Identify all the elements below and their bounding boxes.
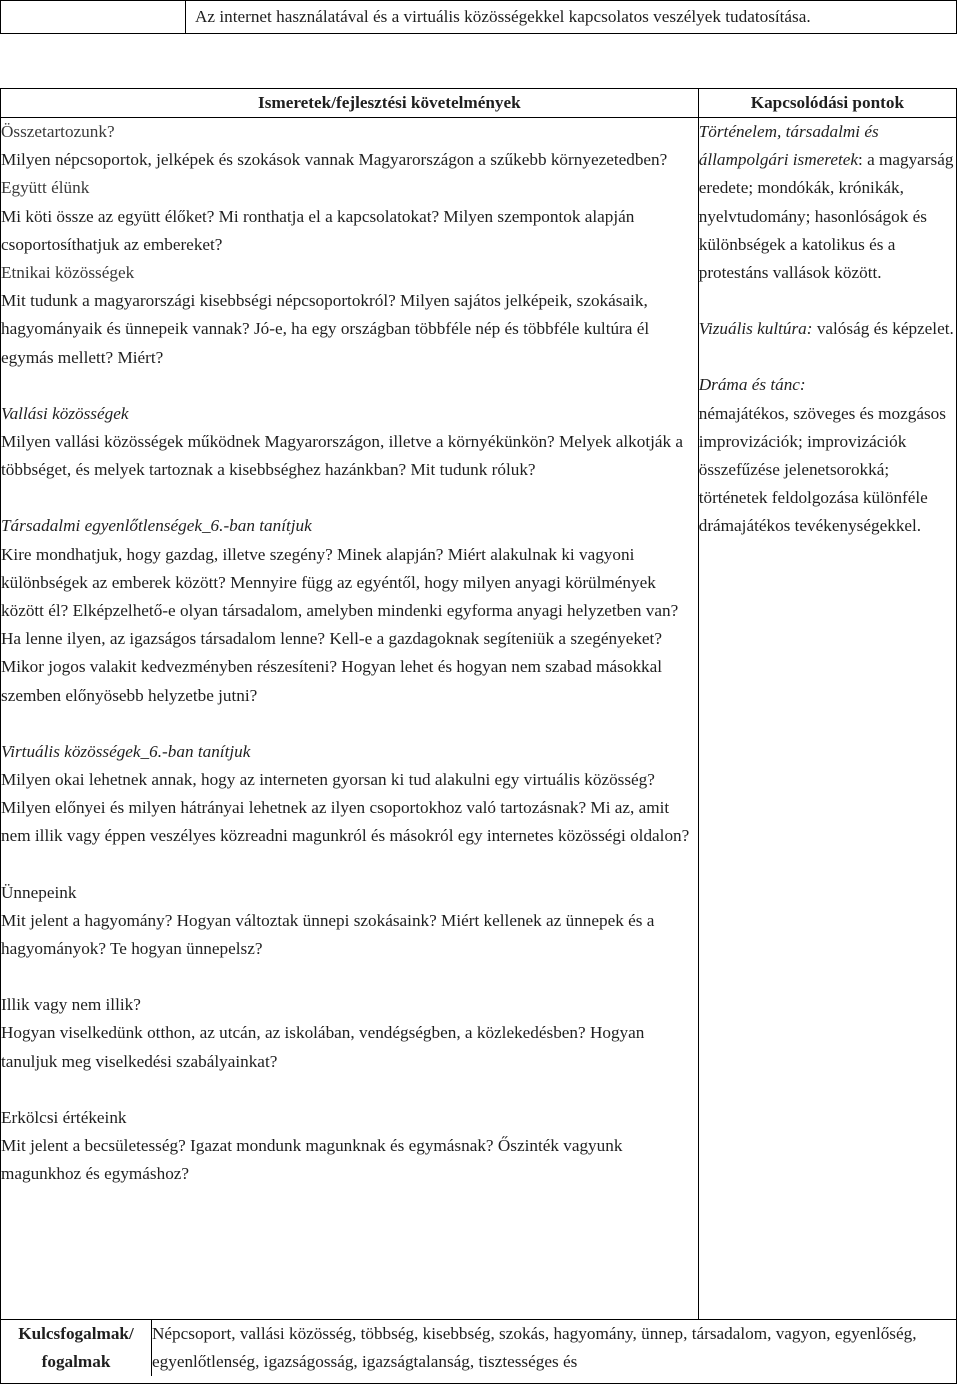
connection-history xyxy=(699,118,956,287)
section-heading: Virtuális közösségek_6.-ban tanítjuk xyxy=(1,741,251,761)
section-social-inequalities xyxy=(1,512,698,709)
section-heading: Vallási közösségek xyxy=(1,403,129,423)
section-virtual-communities xyxy=(1,738,698,851)
connection-text: némajátékos, szöveges és mozgásos improvizációk; improvizációk összefűzése jelenetsorokká; történetek feldolgozása különféle drámajátékos tevékenységekkel. xyxy=(698,403,946,536)
document-title: Az internet használatával és a virtuális közösségekkel kapcsolatos veszélyek tudatosítása. xyxy=(186,1,957,34)
section-text: Kire mondhatjuk, hogy gazdag, illetve szegény? Minek alapján? Miért alakulnak ki vagyoni különbségek az emberek között? Mennyire függ az egyéntől, hogy milyen anyagi körülmények között él? Elképzelhető-e olyan társadalom, amelyben mindenki egyforma anyagi helyzetben van? Ha lenne ilyen, az igazságos társadalom lenne? Kell-e a gazdagoknak segíteniük a szegényeket? Mikor jogos valakit kedvezményben részesíteni? Hogyan lehet és hogyan nem szabad másokkal szemben előnyösebb helyzetbe jutni? xyxy=(1,544,679,705)
connections-cell xyxy=(698,118,956,1320)
section-heading: Ünnepeink xyxy=(1,882,77,902)
section-text: Milyen népcsoportok, jelképek és szokások vannak Magyarországon a szűkebb környezetedben? xyxy=(1,150,668,170)
connection-drama xyxy=(699,371,956,540)
key-label-line1: Kulcsfogalmak/ xyxy=(18,1324,134,1344)
column-header-connections: Kapcsolódási pontok xyxy=(698,89,956,118)
section-text: Milyen vallási közösségek működnek Magyarországon, illetve a környékünkön? Melyek alkotják a többséget, és melyek tartoznak a kisebbséghez hazánkban? Mit tudunk róluk? xyxy=(1,432,684,480)
requirements-cell xyxy=(1,118,699,1320)
requirements-table xyxy=(0,88,957,1384)
section-heading: Együtt élünk xyxy=(1,178,90,198)
connection-subject: Dráma és tánc: xyxy=(698,375,806,395)
section-text: Hogyan viselkedünk otthon, az utcán, az iskolában, vendégségben, a közlekedésben? Hogyan tanuljuk meg viselkedési szabályainkat? xyxy=(1,1023,645,1071)
section-heading: Társadalmi egyenlőtlenségek_6.-ban tanítjuk xyxy=(1,516,312,536)
section-text: Mit jelent a hagyomány? Hogyan változtak ünnepi szokásaink? Miért kellenek az ünnepek és a hagyományok? Te hogyan ünnepelsz? xyxy=(1,910,655,959)
connection-subject: Történelem, társadalmi és állampolgári ismeretek xyxy=(698,122,879,170)
key-concepts-table xyxy=(1,1320,956,1376)
title-spacer-cell xyxy=(1,1,186,34)
column-header-requirements: Ismeretek/fejlesztési követelmények xyxy=(1,89,699,118)
section-text: Mit jelent a becsületesség? Igazat mondunk magunknak és egymásnak? Őszinték vagyunk magunkhoz és egymáshoz? xyxy=(1,1136,623,1184)
key-label-line2: fogalmak xyxy=(41,1352,111,1372)
section-text: Mi köti össze az együtt élőket? Mi ronthatja el a kapcsolatokat? Milyen szempontok alapján csoportosíthatjuk az embereket? xyxy=(1,206,635,254)
section-moral-values xyxy=(1,1104,698,1189)
key-concepts-label xyxy=(1,1320,152,1376)
section-heading: Erkölcsi értékeink xyxy=(1,1107,127,1127)
section-religious-communities xyxy=(1,400,698,485)
section-belonging xyxy=(1,118,698,174)
section-ethnic-communities xyxy=(1,259,698,372)
section-heading: Etnikai közösségek xyxy=(1,263,135,283)
connection-text: valóság és képzelet. xyxy=(812,319,954,339)
section-heading: Illik vagy nem illik? xyxy=(1,995,141,1015)
title-table xyxy=(0,0,957,34)
connection-text: : a magyarság eredete; mondókák, krónikák, nyelvtudomány; hasonlóságok és különbségek a katolikus és a protestáns vallások között. xyxy=(698,150,954,283)
key-concepts-text: Népcsoport, vallási közösség, többség, kisebbség, szokás, hagyomány, ünnep, társadalom, vagyon, egyenlőség, egyenlőtlenség, igazságosság, igazságtalanság, tisztességes és xyxy=(152,1324,917,1372)
key-concepts-row xyxy=(1,1320,957,1384)
section-text: Milyen okai lehetnek annak, hogy az interneten gyorsan ki tud alakulni egy virtuális közösség? Milyen előnyei és milyen hátrányai lehetnek az ilyen csoportokhoz való tartozásnak? Mi az, amit nem illik vagy éppen veszélyes közreadni magunkról és másokról egy internetes közösségi oldalon? xyxy=(1,770,690,846)
section-heading: Összetartozunk? xyxy=(1,122,115,141)
connection-visual-culture xyxy=(699,315,956,343)
section-etiquette xyxy=(1,991,698,1076)
connection-subject: Vizuális kultúra: xyxy=(698,319,813,339)
section-holidays xyxy=(1,879,698,964)
section-text: Mit tudunk a magyarországi kisebbségi népcsoportokról? Milyen sajátos jelképeik, szokásaik, hagyományaik és ünnepeik vannak? Jó-e, ha egy országban többféle nép és többféle kultúra él egymás mellett? Miért? xyxy=(1,291,650,367)
section-living-together xyxy=(1,174,698,259)
